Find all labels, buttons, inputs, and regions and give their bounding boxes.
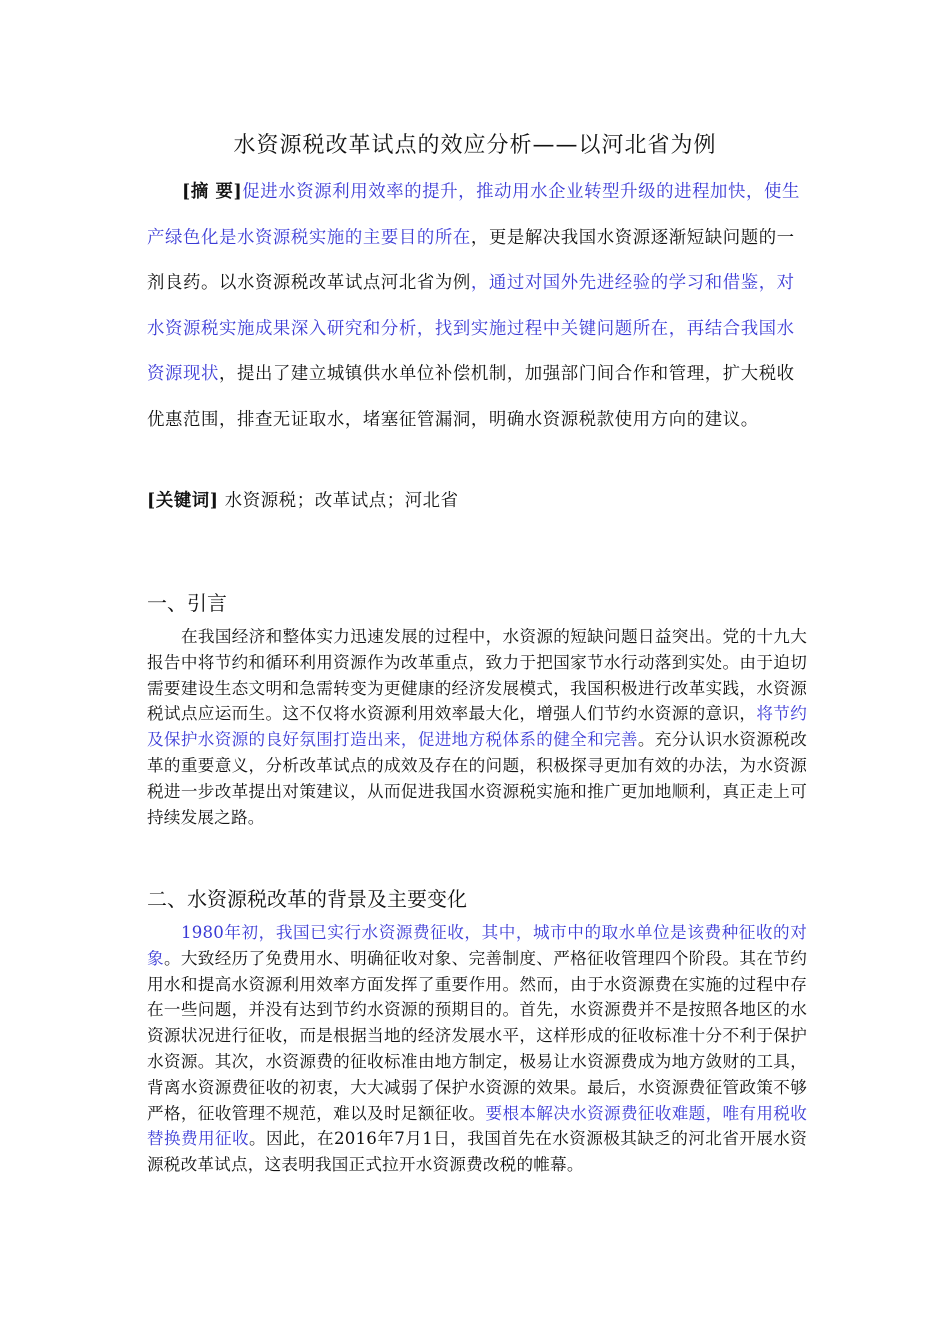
abstract-highlight-2: ，通过对国外先进经验的学习和借鉴，对水资源税实施成果深入研究和分析，找到实施过程中关键问题所在，再结合我国水资源现状 bbox=[147, 273, 795, 384]
keywords-text: 水资源税；改革试点；河北省 bbox=[224, 491, 459, 511]
keywords-label: [关键词] bbox=[147, 491, 219, 511]
section-1-paragraph bbox=[147, 624, 807, 830]
section-2-highlight-1: 1980年初，我国已实行水资源费征收，其中，城市中的取水单位是该费种征收的对象 bbox=[147, 923, 807, 968]
section-2-text-a: 。大致经历了免费用水、明确征收对象、完善制度、严格征收管理四个阶段。其在节约用水和提高水资源利用效率方面发挥了重要作用。然而，由于水资源费在实施的过程中存在一些问题，并没有达到节约水资源的预期目的。首先，水资源费并不是按照各地区的水资源状况进行征收，而是根据当地的经济发展水平，这样形成的征收标准十分不利于保护水资源。其次，水资源费的征收标准由地方制定，极易让水资源费成为地方敛财的工具，背离水资源费征收的初衷，大大减弱了保护水资源的效果。最后，水资源费征管政策不够严格，征收管理不规范，难以及时足额征收。 bbox=[147, 948, 807, 1123]
section-2-paragraph bbox=[147, 920, 807, 1178]
section-1-text-b: 。充分认识水资源税改革的重要意义，分析改革试点的成效及存在的问题，积极探寻更加有效的办法，为水资源税进一步改革提出对策建议，从而促进我国水资源税实施和推广更加地顺利，真正走上可持续发展之路。 bbox=[147, 730, 807, 827]
section-2-highlight-2: 要根本解决水资源费征收难题，唯有用税收替换费用征收 bbox=[147, 1103, 807, 1149]
section-1-highlight: 将节约及保护水资源的良好氛围打造出来，促进地方税体系的健全和完善 bbox=[147, 704, 807, 750]
abstract-text-2: ，提出了建立城镇供水单位补偿机制，加强部门间合作和管理，扩大税收优惠范围，排查无证取水，堵塞征管漏洞，明确水资源税款使用方向的建议。 bbox=[147, 364, 795, 430]
abstract-text-1: ，更是解决我国水资源逐渐短缺问题的一剂良药。以水资源税改革试点河北省为例 bbox=[147, 227, 795, 293]
section-1-body bbox=[147, 624, 807, 830]
abstract-label: [摘 要] bbox=[182, 182, 243, 202]
section-1-heading: 一、引言 bbox=[147, 591, 227, 615]
section-2-heading: 二、水资源税改革的背景及主要变化 bbox=[147, 887, 467, 911]
section-2-text-b: 。因此，在2016年7月1日，我国首先在水资源极其缺乏的河北省开展水资源税改革试点，这表明我国正式拉开水资源费改税的帷幕。 bbox=[147, 1129, 808, 1175]
abstract bbox=[147, 170, 807, 443]
keywords bbox=[147, 485, 807, 517]
abstract-highlight-1: 促进水资源利用效率的提升，推动用水企业转型升级的进程加快，使生产绿色化是水资源税实施的主要目的所在 bbox=[147, 182, 801, 248]
paper-title: 水资源税改革试点的效应分析——以河北省为例 bbox=[233, 133, 717, 158]
section-1-text-a: 在我国经济和整体实力迅速发展的过程中，水资源的短缺问题日益突出。党的十九大报告中将节约和循环利用资源作为改革重点，致力于把国家节水行动落到实处。由于迫切需要建设生态文明和急需转变为更健康的经济发展模式，我国积极进行改革实践，水资源税试点应运而生。这不仅将水资源利用效率最大化，增强人们节约水资源的意识， bbox=[147, 627, 807, 724]
section-2-body bbox=[147, 920, 807, 1178]
